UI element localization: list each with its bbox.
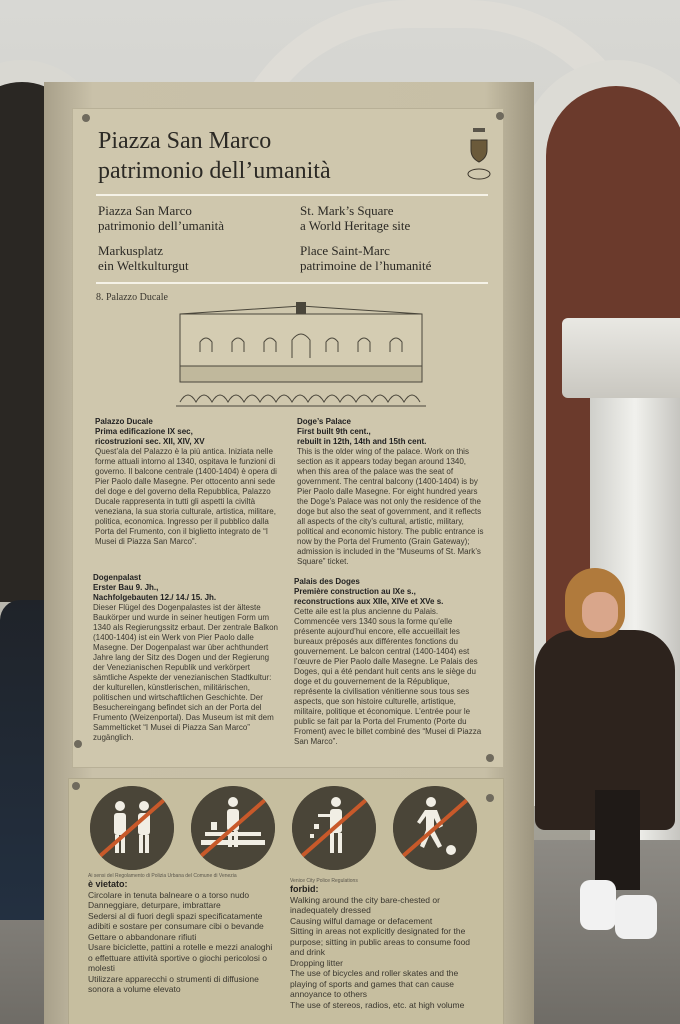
subtitle-line: patrimonio dell’umanità	[98, 218, 224, 233]
block-heading: First built 9th cent.,	[297, 427, 371, 436]
rule-item: Causing wilful damage or defacement	[290, 915, 433, 926]
woman-shoe	[580, 880, 616, 930]
title-line: patrimonio dell’umanità	[98, 158, 331, 184]
palazzo-ducale-drawing	[176, 302, 426, 410]
block-heading: ricostruzioni sec. XII, XIV, XV	[95, 437, 205, 446]
woman-shoe	[615, 895, 657, 939]
english-subtitle	[300, 203, 410, 233]
subtitle-line: Markusplatz	[98, 243, 163, 258]
rules-source: Ai sensi del Regolamento di Polizia Urbana del Comune di Venezia	[88, 873, 237, 879]
column-capital	[562, 318, 680, 398]
rules-source: Venice City Police Regulations	[290, 878, 358, 884]
bare-chest-prohibited-icon	[90, 786, 174, 870]
block-heading: Erster Bau 9. Jh.,	[93, 583, 159, 592]
ball-games-prohibited-icon	[393, 786, 477, 870]
subtitle-line: St. Mark’s Square	[300, 203, 394, 218]
title-line: Piazza San Marco	[98, 128, 272, 154]
subtitle-line: Piazza San Marco	[98, 203, 192, 218]
woman-face	[582, 592, 618, 632]
woman-legs	[595, 790, 640, 890]
block-body: This is the older wing of the palace. Work on this section as it appears today began around 1340, when this area of the palace was the seat of government. The central balcony (1400-1404) is by Pier Paolo dalle Masegne. For eight hundred years the Doge’s Palace was not only the residence of the doge but also the seat of government, and it reflects all aspects of the city’s cultural, artistic, military, political and economic history. The public entrance is now by the Porta del Frumento (Grain Gateway); admission is included in the “Museums of St. Mark’s Square” ticket.	[297, 447, 484, 566]
block-heading: rebuilt in 12th, 14th and 15th cent.	[297, 437, 427, 446]
french-description	[294, 577, 482, 747]
block-body: Dieser Flügel des Dogenpalastes ist der älteste Baukörper und wurde in seiner heutigen Form um 1340 als Regierungssitz erbaut. Der zentrale Balkon (1400-1404) ist ein Werk von Pier Paolo dalle Masegne. Der Dogenpalast war über achthundert Jahre lang der Sitz des Dogen und der Regierung der Venezianischen Republik und verkörpert sämtliche Aspekte der venezianischen Stadtkultur: der kulturellen, künstlerischen, militärischen, politischen und wirtschaftlichen Geschichte. Der Besuchereingang befindet sich an der Porta del Frumento (Weizenportal). Das Museum ist mit dem Sammelticket “I Musei di Piazza San Marco” zugänglich.	[93, 603, 278, 742]
divider	[96, 282, 488, 284]
block-heading: Dogenpalast	[93, 573, 142, 582]
rule-item: Danneggiare, deturpare, imbrattare	[88, 900, 221, 910]
rule-item: Circolare in tenuta balneare o a torso nudo	[88, 889, 250, 900]
screw	[496, 112, 504, 120]
english-description	[297, 417, 485, 567]
block-heading: Nachfolgebauten 12./ 14./ 15. Jh.	[93, 593, 217, 602]
block-heading: Doge’s Palace	[297, 417, 351, 426]
subtitle-line: Place Saint-Marc	[300, 243, 390, 258]
section-label: 8. Palazzo Ducale	[96, 292, 168, 303]
rules-heading: è vietato:	[88, 879, 128, 889]
screw	[486, 754, 494, 762]
french-subtitle	[300, 243, 431, 273]
german-subtitle	[98, 243, 189, 273]
block-body: Cette aile est la plus ancienne du Palais. Commencée vers 1340 sous la forme qu’elle présente aujourd’hui encore, elle accueillait les bureaux préposés aux différentes fonctions du gouvernement. Le balcon central (1400-1404) est l’œuvre de Pier Paolo dalle Masegne. Le Palais des Doges, qui a été pendant huit cents ans le siège du doge et du gouvernement de la République, représente la civilisation vénitienne sous tous ses aspects, que son histoire culturelle, artistique, militaire, politique et économique. L’entrée pour le public se fait par la Porta del Frumento (Porte du Froment) avec le billet combiné des “Musei di Piazza San Marco”.	[294, 607, 482, 746]
italian-rules	[88, 873, 278, 995]
block-heading: Prima edificazione IX sec,	[95, 427, 193, 436]
prohibition-icons	[90, 786, 490, 878]
rule-item: Gettare o abbandonare rifiuti	[88, 931, 197, 942]
picnic-prohibited-icon	[191, 786, 275, 870]
rule-item: Sitting in areas not explicitly designated for the purpose; sitting in public areas to consume food and drink	[290, 926, 471, 957]
screw	[82, 114, 90, 122]
sign-title	[98, 126, 398, 186]
block-heading: Palazzo Ducale	[95, 417, 153, 426]
block-heading: Palais des Doges	[294, 577, 360, 586]
german-description	[93, 573, 281, 743]
block-heading: reconstructions aux XIIe, XIVe et XVe s.	[294, 597, 444, 606]
italian-subtitle	[98, 203, 224, 233]
block-body: Quest’ala del Palazzo è la più antica. Iniziata nelle forme attuali intorno al 1340, ospitava le funzioni di governo. Il balcone centrale (1400-1404) è opera di Pier Paolo dalle Masegne. Per ottocento anni sede del doge e del governo della Repubblica, Palazzo Ducale rappresenta in tutti gli aspetti la civiltà veneziana, la sua storia culturale, artistica, militare, politica, economica. Ingresso per il pubblico dalla Porta del Frumento, con il biglietto integrato de “I Musei di Piazza San Marco”.	[95, 447, 277, 546]
screw	[72, 782, 80, 790]
littering-prohibited-icon	[292, 786, 376, 870]
screw	[74, 740, 82, 748]
rule-item: Dropping litter	[290, 957, 343, 968]
subtitle-line: a World Heritage site	[300, 218, 411, 233]
rule-item: Walking around the city bare-chested or inadequately dressed	[290, 894, 440, 915]
subtitle-line: patrimoine de l’humanité	[300, 258, 432, 273]
english-rules	[290, 878, 480, 1010]
rule-item: Sedersi al di fuori degli spazi specificatamente adibiti e sostare per consumare cibi o bevande	[88, 910, 264, 931]
subtitle-line: ein Weltkulturgut	[98, 258, 189, 273]
rule-item: Usare biciclette, pattini a rotelle e mezzi analoghi o effettuare attività sportive o giochi pericolosi o molesti	[88, 942, 273, 973]
venice-crest-icon	[466, 126, 492, 182]
rules-heading: forbid:	[290, 884, 319, 894]
block-heading: Première construction au IXe s.,	[294, 587, 416, 596]
seated-person-left	[0, 600, 48, 920]
rule-item: Utilizzare apparecchi o strumenti di diffusione sonora a volume elevato	[88, 973, 259, 994]
italian-description	[95, 417, 283, 547]
rule-item: The use of stereos, radios, etc. at high volume	[290, 999, 465, 1010]
rule-item: The use of bicycles and roller skates and the playing of sports and games that can cause annoyance to others	[290, 968, 459, 999]
divider	[96, 194, 488, 196]
